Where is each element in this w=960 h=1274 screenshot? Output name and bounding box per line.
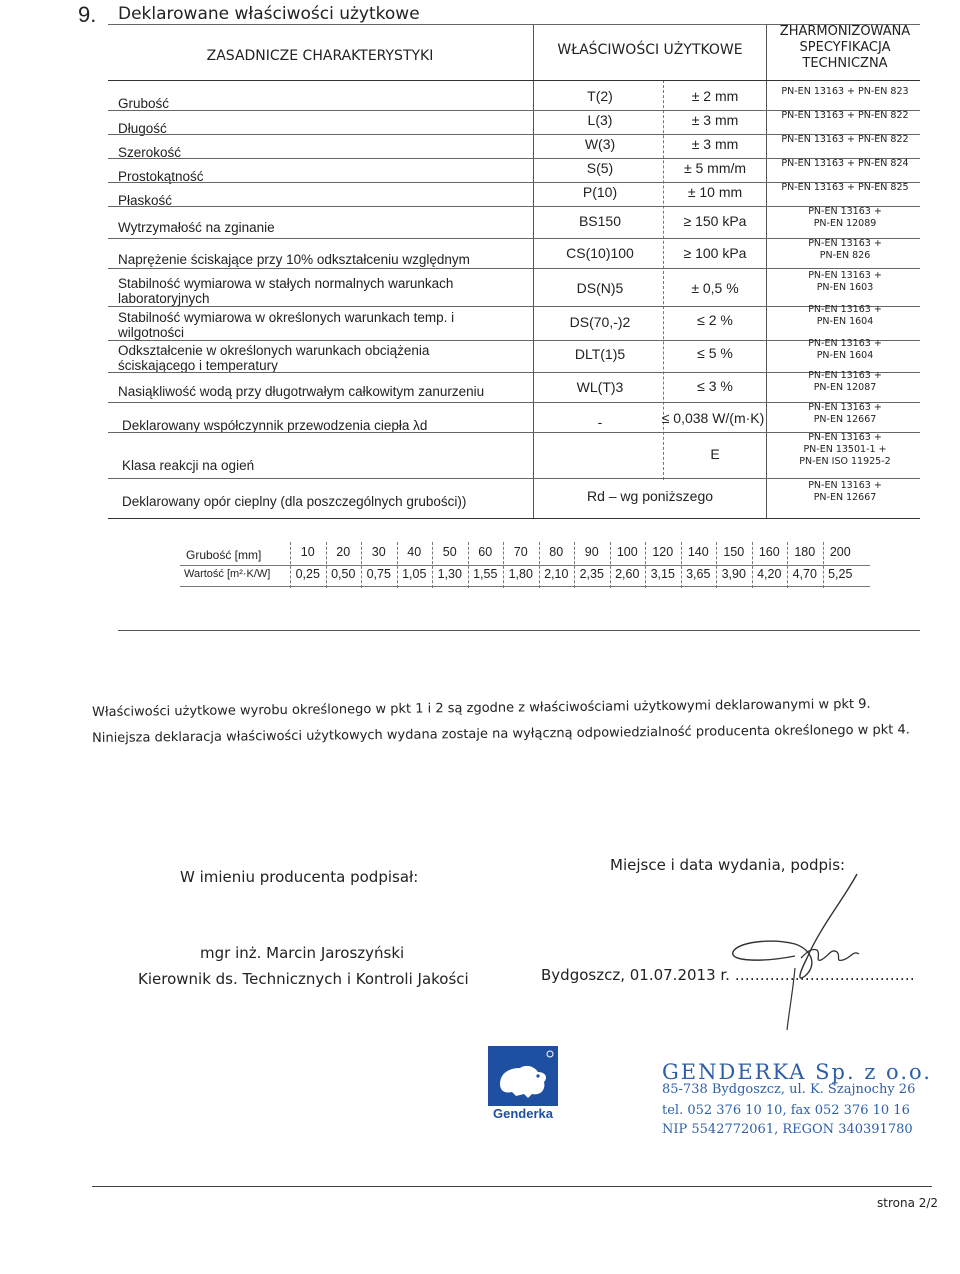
thickness-cell-divider [681, 542, 682, 588]
row-standard-squareness: PN-EN 13163 + PN-EN 824 [781, 158, 909, 169]
row-symbol-flatness: P(10) [582, 184, 618, 200]
table-divider-1 [533, 24, 534, 518]
thickness-value: 200 [829, 545, 851, 559]
label-line: Odkształcenie w określonych warunkach obciążenia [118, 343, 430, 358]
thickness-value: 60 [478, 545, 493, 559]
company-logo [488, 1046, 558, 1106]
standard-line: PN-EN 1603 [816, 282, 874, 293]
row-symbol-length: L(3) [587, 112, 613, 128]
thickness-cell-divider [361, 542, 362, 588]
row-symbol-thermal-resistance: Rd – wg poniższego [586, 488, 714, 504]
thickness-row-label: Grubość [mm] [186, 548, 262, 562]
section-separator [118, 630, 920, 631]
standard-line: PN-EN 12667 [813, 492, 877, 503]
row-standard-compressive-stress [770, 238, 920, 262]
row-standard-thermal-resistance [770, 480, 920, 504]
statement-compliance: Właściwości użytkowe wyrobu określonego w pkt 1 i 2 są zgodne z właściwościami użytkowymi deklarowanymi w pkt 9. [92, 696, 871, 720]
standard-line: PN-EN 12089 [813, 218, 877, 229]
thickness-value: 50 [442, 545, 457, 559]
row-label-bending-strength: Wytrzymałość na zginanie [118, 220, 275, 235]
standard-line: PN-EN 12087 [813, 382, 877, 393]
header-characteristics: ZASADNICZE CHARAKTERYSTYKI [206, 48, 434, 64]
resistance-value: 1,80 [508, 567, 533, 581]
section-number: 9. [78, 2, 97, 27]
resistance-value: 1,05 [402, 567, 427, 581]
row-value-flatness: ± 10 mm [687, 184, 743, 200]
row-standard-dimensional-stability-normal [770, 270, 920, 294]
thickness-value: 90 [584, 545, 599, 559]
resistance-value: 3,15 [650, 567, 675, 581]
row-symbol-thickness: T(2) [587, 88, 613, 104]
row-value-length: ± 3 mm [691, 112, 739, 128]
thickness-cell-divider [574, 542, 575, 588]
row-symbol-compressive-stress: CS(10)100 [566, 245, 634, 261]
thickness-value: 10 [300, 545, 315, 559]
place-and-date: Bydgoszcz, 01.07.2013 r. ……………………………… [541, 966, 915, 984]
standard-line: PN-EN 13163 + [808, 402, 882, 413]
row-value-fire-reaction: E [710, 446, 720, 462]
resistance-value: 5,25 [828, 567, 853, 581]
row-label-width: Szerokość [118, 145, 182, 160]
row-standard-dimensional-stability-temp [770, 304, 920, 328]
page-number: strona 2/2 [877, 1196, 939, 1210]
thickness-cell-divider [787, 542, 788, 588]
table-divider-3 [766, 24, 767, 518]
standard-line: PN-EN 13501-1 + [803, 444, 887, 455]
thickness-value: 120 [652, 545, 674, 559]
thickness-value: 140 [687, 545, 709, 559]
standard-line: PN-EN ISO 11925-2 [799, 456, 891, 467]
row-label-dimensional-stability-temp [118, 310, 454, 340]
row-symbol-water-absorption: WL(T)3 [576, 379, 624, 395]
resistance-value: 2,35 [579, 567, 604, 581]
thickness-value: 160 [758, 545, 780, 559]
standard-line: PN-EN 12667 [813, 414, 877, 425]
signatory-position: Kierownik ds. Technicznych i Kontroli Jakości [138, 970, 469, 988]
row-label-flatness: Płaskość [118, 193, 173, 208]
standard-line: PN-EN 13163 + [808, 270, 882, 281]
resistance-value: 0,25 [295, 567, 320, 581]
label-line: Stabilność wymiarowa w stałych normalnych warunkach [118, 276, 454, 291]
row-value-bending-strength: ≥ 150 kPa [683, 213, 747, 229]
signature-right-heading: Miejsce i data wydania, podpis: [610, 856, 846, 874]
row-standard-deformation [770, 338, 920, 362]
row-symbol-dimensional-stability-temp: DS(70,-)2 [569, 314, 631, 330]
header-spec-line1: ZHARMONIZOWANA [779, 24, 911, 39]
label-line: laboratoryjnych [118, 291, 210, 306]
resistance-value: 2,10 [544, 567, 569, 581]
table-bottom-rule [108, 518, 920, 519]
row-value-thickness: ± 2 mm [691, 88, 739, 104]
thickness-cell-divider [326, 542, 327, 588]
row-standard-bending-strength [770, 206, 920, 230]
thickness-cell-divider [397, 542, 398, 588]
company-phone: tel. 052 376 10 10, fax 052 376 10 16 [662, 1103, 910, 1118]
row-label-water-absorption: Nasiąkliwość wodą przy długotrwałym całkowitym zanurzeniu [118, 384, 485, 399]
row-rule [108, 268, 920, 269]
row-value-compressive-stress: ≥ 100 kPa [683, 245, 747, 261]
company-address: 85-738 Bydgoszcz, ul. K. Szajnochy 26 [662, 1082, 916, 1097]
row-value-water-absorption: ≤ 3 % [697, 378, 733, 394]
thickness-value: 40 [407, 545, 422, 559]
thickness-value: 100 [616, 545, 638, 559]
section-title: Deklarowane właściwości użytkowe [118, 4, 420, 24]
row-label-squareness: Prostokątność [118, 169, 204, 184]
thickness-cell-divider [752, 542, 753, 588]
thickness-value: 20 [336, 545, 351, 559]
row-label-fire-reaction: Klasa reakcji na ogień [122, 458, 255, 473]
row-symbol-squareness: S(5) [586, 160, 614, 176]
row-label-thermal-conductivity: Deklarowany współczynnik przewodzenia ciepła λd [122, 418, 428, 433]
row-symbol-width: W(3) [584, 136, 616, 152]
thickness-cell-divider [610, 542, 611, 588]
standard-line: PN-EN 13163 + [808, 304, 882, 315]
header-performance: WŁAŚCIWOŚCI UŻYTKOWE [557, 42, 743, 58]
row-value-dimensional-stability-normal: ± 0,5 % [691, 280, 739, 296]
row-label-dimensional-stability-normal [118, 276, 453, 306]
thickness-value: 180 [794, 545, 816, 559]
row-label-thickness: Grubość [118, 96, 170, 111]
row-value-thermal-conductivity: ≤ 0,038 W/(m·K) [661, 410, 765, 426]
label-line: ściskającego i temperatury [118, 358, 278, 373]
standard-line: PN-EN 13163 + [808, 338, 882, 349]
thickness-cell-divider [539, 542, 540, 588]
row-standard-thickness: PN-EN 13163 + PN-EN 823 [781, 86, 909, 97]
row-label-compressive-stress: Naprężenie ściskające przy 10% odkształceniu względnym [118, 252, 470, 267]
standard-line: PN-EN 13163 + [808, 432, 882, 443]
thickness-cell-divider [503, 542, 504, 588]
footer-rule [92, 1186, 932, 1187]
thickness-cell-divider [823, 542, 824, 588]
resistance-value: 3,90 [721, 567, 746, 581]
thickness-value: 30 [371, 545, 386, 559]
header-spec-line2: SPECYFIKACJA [799, 40, 891, 55]
row-standard-fire-reaction [770, 432, 920, 468]
row-standard-flatness: PN-EN 13163 + PN-EN 825 [781, 182, 909, 193]
row-symbol-bending-strength: BS150 [578, 213, 622, 229]
resistance-value: 0,50 [331, 567, 356, 581]
header-specification [770, 24, 920, 72]
thickness-value: 150 [723, 545, 745, 559]
row-value-squareness: ± 5 mm/m [683, 160, 747, 176]
statement-responsibility: Niniejsza deklaracja właściwości użytkowych wydana zostaje na wyłączną odpowiedzialność producenta określonego w pkt 4. [92, 722, 910, 746]
thickness-cell-divider [432, 542, 433, 588]
company-name: GENDERKA Sp. z o.o. [662, 1060, 932, 1084]
label-line: Stabilność wymiarowa w określonych warunkach temp. i [118, 310, 455, 325]
resistance-value: 2,60 [615, 567, 640, 581]
thickness-table-rule [180, 565, 870, 566]
resistance-value: 1,30 [437, 567, 462, 581]
standard-line: PN-EN 1604 [816, 350, 874, 361]
thickness-cell-divider [290, 542, 291, 588]
label-line: wilgotności [118, 325, 185, 340]
row-label-thermal-resistance: Deklarowany opór cieplny (dla poszczególnych grubości)) [122, 494, 467, 509]
row-standard-water-absorption [770, 370, 920, 394]
table-header-rule [108, 80, 920, 81]
handwritten-signature [725, 870, 885, 1040]
signature-left-heading: W imieniu producenta podpisał: [180, 868, 419, 886]
thickness-cell-divider [716, 542, 717, 588]
row-symbol-deformation: DLT(1)5 [574, 346, 626, 362]
row-value-deformation: ≤ 5 % [697, 345, 733, 361]
resistance-value: 3,65 [686, 567, 711, 581]
row-symbol-thermal-conductivity: - [597, 414, 603, 430]
thickness-table-bottom [180, 586, 870, 587]
standard-line: PN-EN 13163 + [808, 206, 882, 217]
thickness-cell-divider [645, 542, 646, 588]
standard-line: PN-EN 13163 + [808, 370, 882, 381]
row-value-dimensional-stability-temp: ≤ 2 % [697, 312, 733, 328]
company-ids: NIP 5542772061, REGON 340391780 [662, 1122, 913, 1137]
row-symbol-dimensional-stability-normal: DS(N)5 [576, 280, 624, 296]
row-value-width: ± 3 mm [691, 136, 739, 152]
signatory-name: mgr inż. Marcin Jaroszyński [200, 944, 405, 962]
resistance-value: 4,70 [792, 567, 817, 581]
resistance-row-label: Wartość [m²·K/W] [184, 568, 271, 580]
logo-text: Genderka [493, 1106, 553, 1121]
standard-line: PN-EN 13163 + [808, 480, 882, 491]
bear-icon [488, 1046, 558, 1106]
row-rule [108, 478, 920, 479]
row-label-length: Długość [118, 121, 167, 136]
row-label-deformation [118, 343, 429, 373]
row-standard-thermal-conductivity [770, 402, 920, 426]
standard-line: PN-EN 13163 + [808, 238, 882, 249]
thickness-value: 70 [513, 545, 528, 559]
standard-line: PN-EN 826 [819, 250, 871, 261]
resistance-value: 0,75 [366, 567, 391, 581]
header-spec-line3: TECHNICZNA [802, 56, 888, 71]
thickness-cell-divider [468, 542, 469, 588]
row-standard-length: PN-EN 13163 + PN-EN 822 [781, 110, 909, 121]
resistance-value: 4,20 [757, 567, 782, 581]
thickness-value: 80 [549, 545, 564, 559]
resistance-value: 1,55 [473, 567, 498, 581]
row-standard-width: PN-EN 13163 + PN-EN 822 [781, 134, 909, 145]
standard-line: PN-EN 1604 [816, 316, 874, 327]
